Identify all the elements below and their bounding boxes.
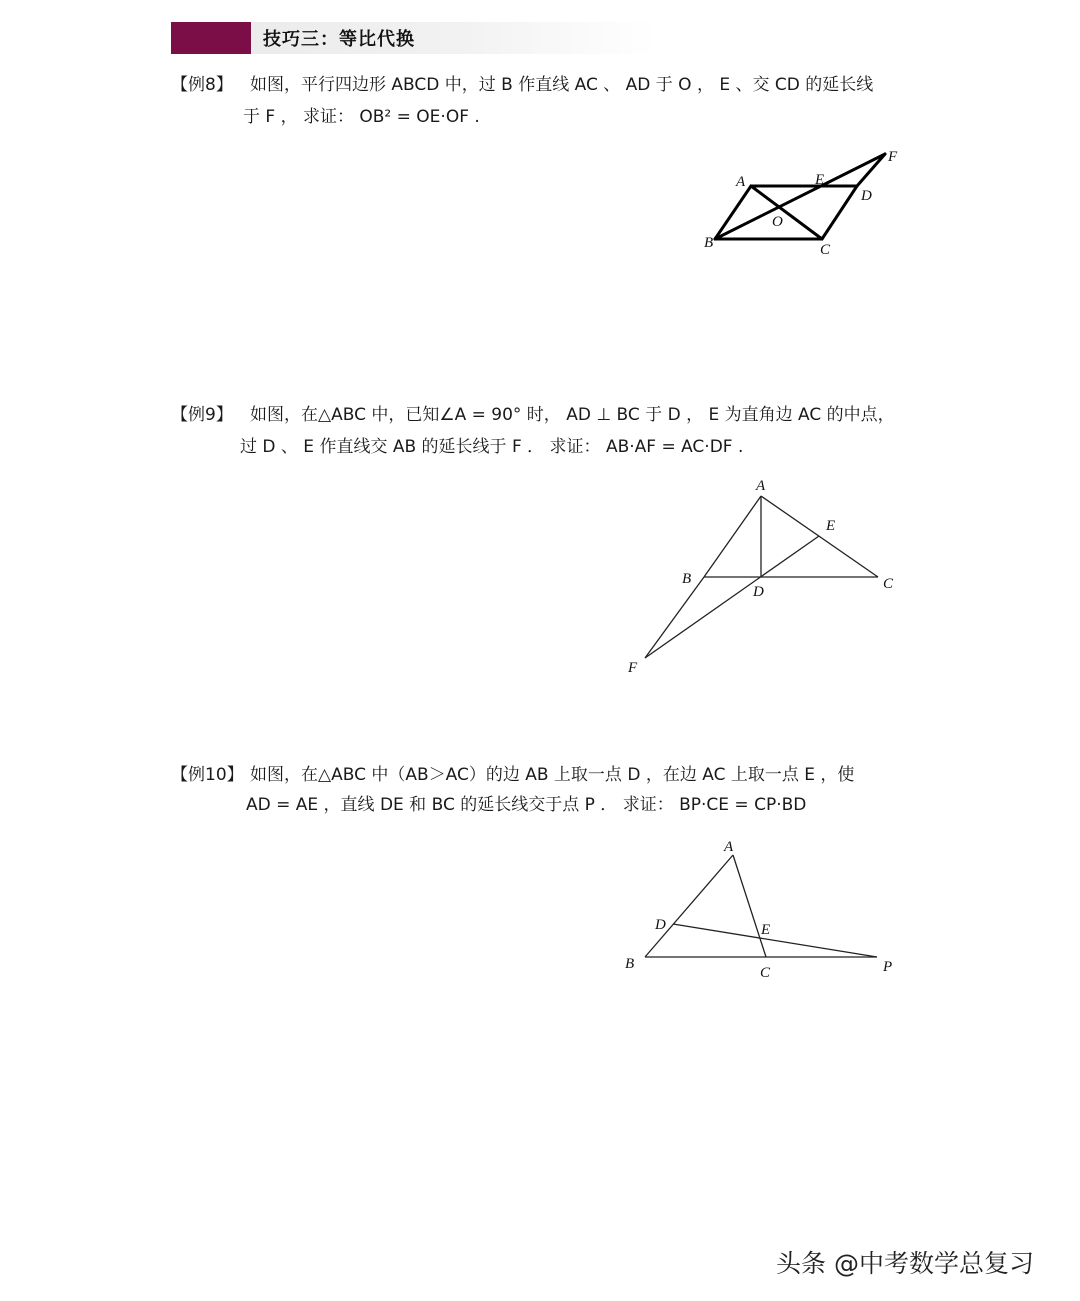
example-9-line-2: 过 D 、 E 作直线交 AB 的延长线于 F ． 求证： AB·AF = AC·DF .: [240, 437, 744, 457]
example-8-label: 【例8】: [171, 75, 233, 95]
ex8-segment-DC: [822, 186, 857, 239]
ex10-segment-AB: [645, 855, 733, 957]
ex8-point-C: C: [820, 242, 831, 258]
example-10-label: 【例10】: [171, 765, 244, 785]
ex9-point-D: D: [753, 584, 764, 600]
ex9-segment-BF: [645, 577, 704, 658]
ex10-segment-AC: [733, 855, 766, 957]
ex9-point-F: F: [628, 660, 638, 676]
example-8-figure: [690, 140, 920, 265]
ex10-point-A: A: [724, 839, 734, 855]
ex8-segment-BF: [715, 154, 885, 239]
ex8-point-E: E: [815, 172, 825, 188]
watermark-text: 头条 @中考数学总复习: [776, 1249, 1034, 1278]
ex10-point-D: D: [655, 917, 666, 933]
example-9-figure: [620, 470, 910, 680]
example-10-line-2: AD = AE ，直线 DE 和 BC 的延长线交于点 P ． 求证： BP·CE = CP·BD: [246, 795, 807, 815]
example-9-label: 【例9】: [171, 405, 233, 425]
ex10-point-B: B: [625, 956, 635, 972]
ex8-segment-DF: [857, 154, 885, 186]
example-9-line-1: 如图，在△ABC 中，已知∠A = 90° 时， AD ⊥ BC 于 D ， E 为直角边 AC 的中点，: [250, 405, 895, 425]
ex8-point-O: O: [772, 214, 783, 230]
ex10-point-P: P: [883, 959, 893, 975]
ex8-point-B: B: [704, 235, 714, 251]
ex9-segment-FE: [645, 536, 819, 658]
ex10-point-C: C: [760, 965, 771, 981]
ex9-point-B: B: [682, 571, 692, 587]
ex8-point-F: F: [888, 149, 898, 165]
ex10-segment-DP: [673, 924, 877, 957]
example-8-line-1: 如图，平行四边形 ABCD 中，过 B 作直线 AC 、 AD 于 O ， E 、交 CD 的延长线: [250, 75, 874, 95]
ex9-point-E: E: [826, 518, 836, 534]
example-8-line-2: 于 F ， 求证： OB² = OE·OF .: [243, 107, 480, 127]
ex8-point-A: A: [736, 174, 746, 190]
header-accent-block: [171, 22, 251, 54]
ex10-point-E: E: [761, 922, 771, 938]
ex9-point-A: A: [756, 478, 766, 494]
ex8-segment-AC: [751, 186, 822, 239]
example-10-figure: [615, 830, 905, 985]
ex8-point-D: D: [861, 188, 872, 204]
section-title: 技巧三：等比代换: [263, 29, 415, 50]
example-10-line-1: 如图，在△ABC 中（AB＞AC）的边 AB 上取一点 D ，在边 AC 上取一点 E ，使: [250, 765, 855, 785]
ex9-segment-AB: [704, 496, 761, 577]
ex9-point-C: C: [883, 576, 894, 592]
